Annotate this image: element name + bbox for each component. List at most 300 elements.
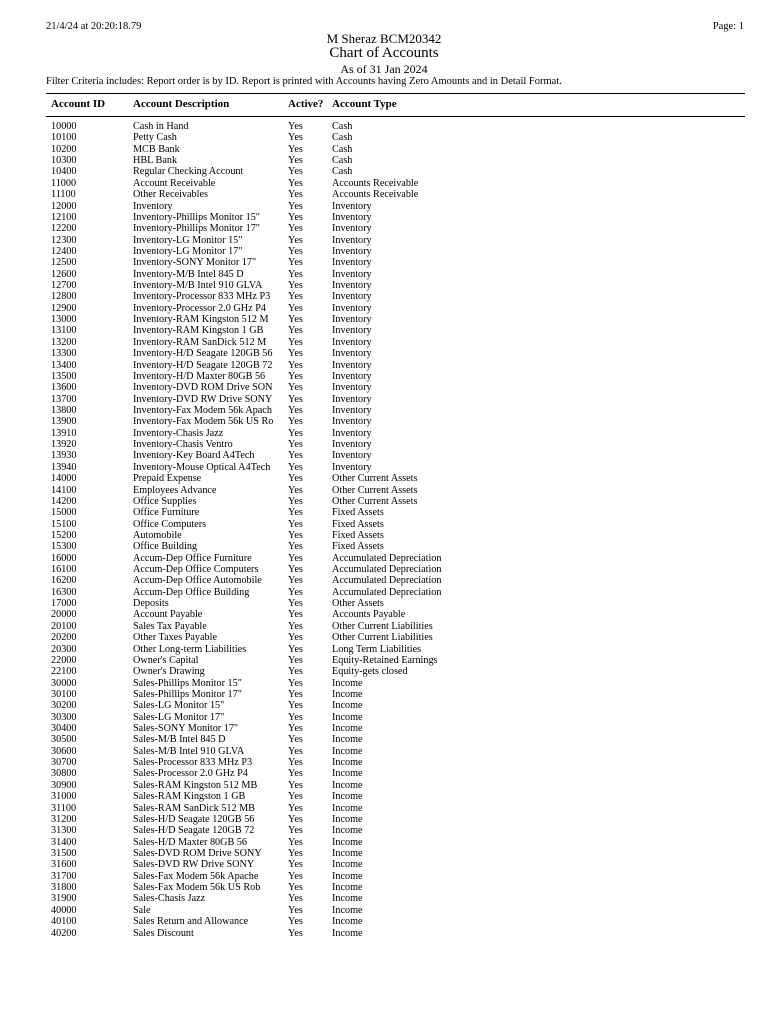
account-type: Long Term Liabilities — [332, 643, 422, 655]
header-top-rule — [46, 93, 745, 94]
account-description: Inventory-RAM Kingston 1 GB — [133, 325, 264, 337]
account-id: 15100 — [51, 518, 77, 530]
account-id: 13940 — [51, 461, 77, 473]
active-flag: Yes — [288, 802, 303, 814]
active-flag: Yes — [288, 404, 303, 416]
active-flag: Yes — [288, 757, 303, 769]
table-row — [0, 416, 768, 427]
account-description: Sales-Phillips Monitor 17" — [133, 688, 242, 700]
account-type: Inventory — [332, 268, 372, 280]
table-row — [0, 519, 768, 530]
header-bottom-rule — [46, 116, 745, 117]
account-description: Inventory-M/B Intel 910 GLVA — [133, 280, 263, 292]
table-row — [0, 155, 768, 166]
account-type: Income — [332, 859, 363, 871]
account-description: Deposits — [133, 598, 169, 610]
active-flag: Yes — [288, 473, 303, 485]
account-type: Fixed Assets — [332, 541, 384, 553]
account-id: 13800 — [51, 404, 77, 416]
account-description: Inventory-Chasis Jazz — [133, 427, 224, 439]
account-description: Sales-RAM Kingston 512 MB — [133, 779, 258, 791]
account-type: Fixed Assets — [332, 518, 384, 530]
table-row — [0, 825, 768, 836]
active-flag: Yes — [288, 416, 303, 428]
account-id: 16200 — [51, 575, 77, 587]
account-type: Equity-Retained Earnings — [332, 654, 438, 666]
account-description: Inventory — [133, 200, 173, 212]
account-type: Other Current Assets — [332, 473, 418, 485]
active-flag: Yes — [288, 688, 303, 700]
active-flag: Yes — [288, 245, 303, 257]
account-id: 20300 — [51, 643, 77, 655]
active-flag: Yes — [288, 223, 303, 235]
account-type: Income — [332, 813, 363, 825]
account-description: Accum-Dep Office Computers — [133, 564, 259, 576]
account-id: 13100 — [51, 325, 77, 337]
table-row — [0, 235, 768, 246]
table-row — [0, 780, 768, 791]
account-id: 30000 — [51, 677, 77, 689]
account-id: 30400 — [51, 723, 77, 735]
account-type: Other Current Liabilities — [332, 632, 433, 644]
table-row — [0, 621, 768, 632]
table-row — [0, 212, 768, 223]
account-description: Sales Discount — [133, 927, 194, 939]
account-id: 12500 — [51, 257, 77, 269]
account-id: 31100 — [51, 802, 77, 814]
active-flag: Yes — [288, 711, 303, 723]
account-description: Inventory-Phillips Monitor 17" — [133, 223, 260, 235]
table-row — [0, 882, 768, 893]
active-flag: Yes — [288, 314, 303, 326]
account-type: Cash — [332, 166, 353, 178]
account-description: Sale — [133, 904, 151, 916]
page-number: Page: 1 — [712, 21, 744, 32]
account-description: Sales-H/D Seagate 120GB 56 — [133, 813, 255, 825]
table-row — [0, 848, 768, 859]
account-id: 13600 — [51, 382, 77, 394]
account-id: 31900 — [51, 893, 77, 905]
account-description: Sales-Processor 833 MHz P3 — [133, 757, 253, 769]
table-row — [0, 246, 768, 257]
account-id: 40000 — [51, 904, 77, 916]
report-date: As of 31 Jan 2024 — [340, 62, 428, 76]
active-flag: Yes — [288, 370, 303, 382]
active-flag: Yes — [288, 882, 303, 894]
account-id: 16300 — [51, 586, 77, 598]
active-flag: Yes — [288, 177, 303, 189]
account-description: Office Building — [133, 541, 198, 553]
account-id: 12900 — [51, 302, 77, 314]
account-type: Accounts Receivable — [332, 189, 419, 201]
account-description: Sales-H/D Seagate 120GB 72 — [133, 825, 255, 837]
account-type: Income — [332, 916, 363, 928]
active-flag: Yes — [288, 143, 303, 155]
account-description: Inventory-H/D Seagate 120GB 72 — [133, 359, 273, 371]
account-type: Inventory — [332, 211, 372, 223]
account-description: Inventory-Mouse Optical A4Tech — [133, 461, 271, 473]
active-flag: Yes — [288, 280, 303, 292]
account-description: Petty Cash — [133, 132, 177, 144]
active-flag: Yes — [288, 427, 303, 439]
account-description: Inventory-H/D Maxter 80GB 56 — [133, 370, 266, 382]
account-type: Income — [332, 825, 363, 837]
account-description: Employees Advance — [133, 484, 217, 496]
active-flag: Yes — [288, 859, 303, 871]
account-id: 30700 — [51, 757, 77, 769]
table-row — [0, 644, 768, 655]
account-type: Inventory — [332, 393, 372, 405]
account-id: 14100 — [51, 484, 77, 496]
account-id: 15000 — [51, 507, 77, 519]
table-row — [0, 280, 768, 291]
active-flag: Yes — [288, 325, 303, 337]
account-id: 11000 — [51, 177, 77, 189]
account-type: Inventory — [332, 314, 372, 326]
table-row — [0, 121, 768, 132]
table-row — [0, 905, 768, 916]
account-description: Sales-DVD ROM Drive SONY — [133, 848, 262, 859]
account-description: Other Long-term Liabilities — [133, 643, 247, 655]
table-row — [0, 360, 768, 371]
account-description: Sales-Fax Modem 56k Apache — [133, 870, 259, 882]
account-description: Office Computers — [133, 518, 207, 530]
active-flag: Yes — [288, 189, 303, 201]
active-flag: Yes — [288, 723, 303, 735]
account-description: Cash in Hand — [133, 121, 189, 132]
account-type: Inventory — [332, 461, 372, 473]
account-type: Inventory — [332, 382, 372, 394]
table-row — [0, 257, 768, 268]
active-flag: Yes — [288, 745, 303, 757]
account-type: Income — [332, 802, 363, 814]
account-id: 12700 — [51, 280, 77, 292]
table-row — [0, 746, 768, 757]
account-description: Inventory-M/B Intel 845 D — [133, 268, 244, 280]
account-description: Account Payable — [133, 609, 203, 621]
active-flag: Yes — [288, 552, 303, 564]
active-flag: Yes — [288, 677, 303, 689]
account-id: 31200 — [51, 813, 77, 825]
account-description: Office Furniture — [133, 507, 200, 519]
account-id: 30800 — [51, 768, 77, 780]
table-row — [0, 837, 768, 848]
account-description: Inventory-LG Monitor 15" — [133, 234, 243, 246]
active-flag: Yes — [288, 121, 303, 132]
account-description: Inventory-Fax Modem 56k Apach — [133, 404, 272, 416]
column-header-account-id: Account ID — [51, 98, 106, 110]
table-row — [0, 201, 768, 212]
table-row — [0, 928, 768, 939]
account-id: 31600 — [51, 859, 77, 871]
table-row — [0, 803, 768, 814]
account-description: Sales-LG Monitor 17" — [133, 711, 225, 723]
account-type: Inventory — [332, 223, 372, 235]
account-description: Inventory-DVD RW Drive SONY — [133, 393, 273, 405]
active-flag: Yes — [288, 825, 303, 837]
active-flag: Yes — [288, 893, 303, 905]
account-type: Inventory — [332, 416, 372, 428]
active-flag: Yes — [288, 768, 303, 780]
column-header-description: Account Description — [133, 98, 230, 110]
active-flag: Yes — [288, 166, 303, 178]
table-row — [0, 348, 768, 359]
active-flag: Yes — [288, 916, 303, 928]
account-id: 31800 — [51, 882, 77, 894]
table-row — [0, 291, 768, 302]
account-description: Sales-H/D Maxter 80GB 56 — [133, 836, 248, 848]
table-row — [0, 132, 768, 143]
table-row — [0, 462, 768, 473]
active-flag: Yes — [288, 132, 303, 144]
account-type: Income — [332, 723, 363, 735]
account-description: Inventory-LG Monitor 17" — [133, 245, 243, 257]
account-id: 16100 — [51, 564, 77, 576]
report-title: Chart of Accounts — [329, 45, 439, 61]
table-row — [0, 507, 768, 518]
account-type: Inventory — [332, 404, 372, 416]
active-flag: Yes — [288, 200, 303, 212]
account-description: Sales-Processor 2.0 GHz P4 — [133, 768, 248, 780]
account-description: Sales-Phillips Monitor 15" — [133, 677, 242, 689]
table-row — [0, 325, 768, 336]
account-description: Owner's Drawing — [133, 666, 205, 678]
table-row — [0, 598, 768, 609]
account-id: 12200 — [51, 223, 77, 235]
table-row — [0, 189, 768, 200]
active-flag: Yes — [288, 620, 303, 632]
active-flag: Yes — [288, 211, 303, 223]
account-description: Sales-LG Monitor 15" — [133, 700, 225, 712]
account-description: Other Taxes Payable — [133, 632, 217, 644]
account-id: 31400 — [51, 836, 77, 848]
account-id: 40200 — [51, 927, 77, 939]
account-type: Inventory — [332, 325, 372, 337]
account-description: Sales-Fax Modem 56k US Rob — [133, 882, 261, 894]
active-flag: Yes — [288, 268, 303, 280]
account-id: 13700 — [51, 393, 77, 405]
account-id: 15300 — [51, 541, 77, 553]
account-id: 13920 — [51, 439, 77, 451]
account-type: Inventory — [332, 234, 372, 246]
account-type: Income — [332, 745, 363, 757]
account-type: Accounts Receivable — [332, 177, 419, 189]
account-id: 10200 — [51, 143, 77, 155]
account-id: 12600 — [51, 268, 77, 280]
account-description: Accum-Dep Office Furniture — [133, 552, 252, 564]
table-row — [0, 859, 768, 870]
account-type: Cash — [332, 155, 353, 167]
account-type: Income — [332, 734, 363, 746]
account-description: Inventory-Fax Modem 56k US Ro — [133, 416, 274, 428]
account-description: Inventory-SONY Monitor 17" — [133, 257, 257, 269]
active-flag: Yes — [288, 586, 303, 598]
active-flag: Yes — [288, 348, 303, 360]
account-id: 16000 — [51, 552, 77, 564]
active-flag: Yes — [288, 257, 303, 269]
account-type: Inventory — [332, 427, 372, 439]
active-flag: Yes — [288, 461, 303, 473]
account-id: 10400 — [51, 166, 77, 178]
account-type: Inventory — [332, 291, 372, 303]
account-id: 13300 — [51, 348, 77, 360]
account-id: 30600 — [51, 745, 77, 757]
column-header-account-type: Account Type — [332, 98, 397, 110]
active-flag: Yes — [288, 632, 303, 644]
account-type: Income — [332, 711, 363, 723]
table-row — [0, 893, 768, 904]
table-row — [0, 734, 768, 745]
account-type: Inventory — [332, 370, 372, 382]
account-id: 20200 — [51, 632, 77, 644]
table-row — [0, 473, 768, 484]
table-row — [0, 178, 768, 189]
account-id: 14200 — [51, 495, 77, 507]
active-flag: Yes — [288, 575, 303, 587]
table-row — [0, 382, 768, 393]
account-type: Equity-gets closed — [332, 666, 408, 678]
account-description: Accum-Dep Office Building — [133, 586, 250, 598]
account-type: Cash — [332, 143, 353, 155]
active-flag: Yes — [288, 700, 303, 712]
active-flag: Yes — [288, 564, 303, 576]
account-description: Inventory-Phillips Monitor 15" — [133, 211, 260, 223]
active-flag: Yes — [288, 791, 303, 803]
table-row — [0, 712, 768, 723]
account-description: Inventory-H/D Seagate 120GB 56 — [133, 348, 273, 360]
account-type: Accumulated Depreciation — [332, 564, 442, 576]
table-row — [0, 269, 768, 280]
account-type: Income — [332, 848, 363, 859]
account-id: 13930 — [51, 450, 77, 462]
account-type: Income — [332, 882, 363, 894]
account-type: Inventory — [332, 245, 372, 257]
account-description: Inventory-Processor 833 MHz P3 — [133, 291, 271, 303]
table-row — [0, 768, 768, 779]
account-type: Inventory — [332, 348, 372, 360]
account-id: 13500 — [51, 370, 77, 382]
table-row — [0, 871, 768, 882]
account-id: 30300 — [51, 711, 77, 723]
account-id: 20000 — [51, 609, 77, 621]
active-flag: Yes — [288, 734, 303, 746]
account-id: 10300 — [51, 155, 77, 167]
active-flag: Yes — [288, 927, 303, 939]
table-row — [0, 394, 768, 405]
account-type: Other Current Liabilities — [332, 620, 433, 632]
account-description: Inventory-Processor 2.0 GHz P4 — [133, 302, 266, 314]
table-row — [0, 916, 768, 927]
account-type: Inventory — [332, 280, 372, 292]
active-flag: Yes — [288, 439, 303, 451]
active-flag: Yes — [288, 518, 303, 530]
active-flag: Yes — [288, 848, 303, 859]
account-description: MCB Bank — [133, 143, 180, 155]
account-description: Sales-DVD RW Drive SONY — [133, 859, 255, 871]
filter-criteria: Filter Criteria includes: Report order is by ID. Report is printed with Accounts having Zero Amounts and in Detail Format. — [46, 76, 562, 87]
account-type: Income — [332, 779, 363, 791]
active-flag: Yes — [288, 836, 303, 848]
account-description: Inventory-Chasis Ventro — [133, 439, 233, 451]
account-id: 12100 — [51, 211, 77, 223]
table-row — [0, 303, 768, 314]
active-flag: Yes — [288, 779, 303, 791]
account-id: 15200 — [51, 529, 77, 541]
active-flag: Yes — [288, 291, 303, 303]
account-type: Accumulated Depreciation — [332, 552, 442, 564]
account-id: 30100 — [51, 688, 77, 700]
account-id: 30900 — [51, 779, 77, 791]
active-flag: Yes — [288, 234, 303, 246]
accounts-table — [0, 121, 768, 939]
active-flag: Yes — [288, 382, 303, 394]
account-type: Fixed Assets — [332, 529, 384, 541]
account-id: 40100 — [51, 916, 77, 928]
account-type: Accounts Payable — [332, 609, 406, 621]
active-flag: Yes — [288, 870, 303, 882]
table-row — [0, 700, 768, 711]
active-flag: Yes — [288, 654, 303, 666]
account-type: Fixed Assets — [332, 507, 384, 519]
account-id: 30200 — [51, 700, 77, 712]
account-type: Cash — [332, 132, 353, 144]
table-row — [0, 439, 768, 450]
account-type: Income — [332, 688, 363, 700]
account-type: Income — [332, 836, 363, 848]
account-id: 14000 — [51, 473, 77, 485]
account-type: Inventory — [332, 200, 372, 212]
account-description: Sales Return and Allowance — [133, 916, 249, 928]
account-id: 13900 — [51, 416, 77, 428]
account-description: Regular Checking Account — [133, 166, 244, 178]
active-flag: Yes — [288, 813, 303, 825]
account-type: Income — [332, 757, 363, 769]
table-row — [0, 564, 768, 575]
table-row — [0, 689, 768, 700]
table-row — [0, 632, 768, 643]
account-id: 10000 — [51, 121, 77, 132]
active-flag: Yes — [288, 155, 303, 167]
account-description: Sales-M/B Intel 845 D — [133, 734, 226, 746]
account-id: 12000 — [51, 200, 77, 212]
account-id: 11100 — [51, 189, 76, 201]
account-id: 12300 — [51, 234, 77, 246]
account-description: Accum-Dep Office Automobile — [133, 575, 262, 587]
table-row — [0, 814, 768, 825]
account-description: Other Receivables — [133, 189, 208, 201]
account-id: 30500 — [51, 734, 77, 746]
account-description: Inventory-RAM Kingston 512 M — [133, 314, 269, 326]
account-id: 31500 — [51, 848, 77, 859]
account-id: 22100 — [51, 666, 77, 678]
account-id: 22000 — [51, 654, 77, 666]
table-row — [0, 144, 768, 155]
account-type: Income — [332, 927, 363, 939]
active-flag: Yes — [288, 643, 303, 655]
table-row — [0, 609, 768, 620]
table-row — [0, 166, 768, 177]
account-type: Inventory — [332, 439, 372, 451]
active-flag: Yes — [288, 495, 303, 507]
active-flag: Yes — [288, 393, 303, 405]
account-description: Inventory-Key Board A4Tech — [133, 450, 255, 462]
active-flag: Yes — [288, 336, 303, 348]
account-type: Income — [332, 700, 363, 712]
active-flag: Yes — [288, 507, 303, 519]
table-row — [0, 553, 768, 564]
table-row — [0, 791, 768, 802]
account-id: 31000 — [51, 791, 77, 803]
